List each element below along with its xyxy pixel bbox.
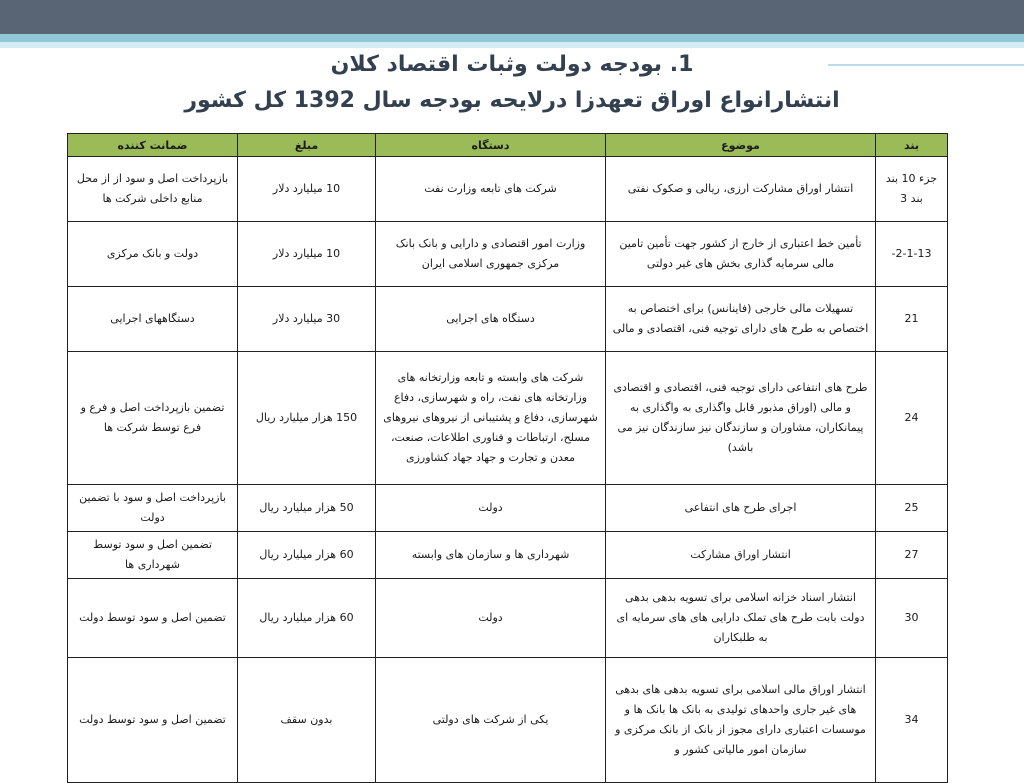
cell-amount: 30 میلیارد دلار <box>238 287 376 352</box>
cell-subject: انتشار اوراق مالی اسلامی برای تسویه بدهی های بدهی های غیر جاری واحدهای تولیدی به بانک ها بانک ها و موسسات اعتباری دارای مجوز از بانک از بانک مرکزی و سازمان امور مالیاتی کشور و <box>606 658 876 783</box>
cell-subject: طرح های انتفاعی دارای توجیه فنی، اقتصادی و اقتصادی و مالی (اوراق مذبور قابل واگذاری به واگذاری به پیمانکاران، مشاوران و سازندگان نیز سازندگان نیز می باشد) <box>606 352 876 485</box>
cell-device: دستگاه های اجرایی <box>376 287 606 352</box>
cell-device: دولت <box>376 579 606 658</box>
slide-accent-band <box>0 34 1024 42</box>
cell-amount: 60 هزار میلیارد ریال <box>238 579 376 658</box>
cell-amount: بدون سقف <box>238 658 376 783</box>
cell-amount: 10 میلیارد دلار <box>238 222 376 287</box>
cell-band: 30 <box>876 579 948 658</box>
table-row <box>68 532 948 579</box>
table-row <box>68 287 948 352</box>
cell-subject: تسهیلات مالی خارجی (فاینانس) برای اختصاص به اختصاص به طرح های دارای توجیه فنی، اقتصادی و مالی <box>606 287 876 352</box>
cell-guarantor: تضمین بازپرداخت اصل و فرع و فرع توسط شرکت ها <box>68 352 238 485</box>
cell-guarantor: تضمین اصل و سود توسط شهرداری ها <box>68 532 238 579</box>
cell-guarantor: بازپرداخت اصل و سود با تضمین دولت <box>68 485 238 532</box>
slide-subtitle: انتشارانواع اوراق تعهدزا درلایحه بودجه سال 1392 کل کشور <box>184 88 840 113</box>
header-amount: مبلغ <box>238 134 376 157</box>
slide-accent-band-light <box>0 42 1024 48</box>
table-row <box>68 222 948 287</box>
table-row <box>68 352 948 485</box>
cell-band: جزء 10 بند بند 3 <box>876 157 948 222</box>
cell-subject: اجرای طرح های انتفاعی <box>606 485 876 532</box>
slide-header-band <box>0 0 1024 34</box>
cell-amount: 150 هزار میلیارد ریال <box>238 352 376 485</box>
header-band: بند <box>876 134 948 157</box>
cell-device: شرکت های تابعه وزارت نفت <box>376 157 606 222</box>
cell-subject: تأمین خط اعتباری از خارج از کشور جهت تأمین تامین مالی سرمایه گذاری بخش های غیر دولتی <box>606 222 876 287</box>
cell-amount: 60 هزار میلیارد ریال <box>238 532 376 579</box>
cell-band: 27 <box>876 532 948 579</box>
cell-guarantor: دستگاههای اجرایی <box>68 287 238 352</box>
cell-band: 34 <box>876 658 948 783</box>
cell-amount: 10 میلیارد دلار <box>238 157 376 222</box>
cell-subject: انتشار اوراق مشارکت ارزی، ریالی و صکوک نفتی <box>606 157 876 222</box>
table-header-row <box>68 134 948 157</box>
table-row <box>68 658 948 783</box>
budget-securities-table <box>67 133 948 783</box>
table-row <box>68 579 948 658</box>
cell-device: وزارت امور اقتصادی و دارایی و بانک بانک مرکزی جمهوری اسلامی ایران <box>376 222 606 287</box>
cell-guarantor: تضمین اصل و سود توسط دولت <box>68 658 238 783</box>
cell-band: 21 <box>876 287 948 352</box>
header-subject: موضوع <box>606 134 876 157</box>
cell-band: 2-1-13- <box>876 222 948 287</box>
cell-device: شهرداری ها و سازمان های وابسته <box>376 532 606 579</box>
table-row <box>68 157 948 222</box>
slide-title: 1. بودجه دولت وثبات اقتصاد کلان <box>330 52 694 77</box>
cell-guarantor: دولت و بانک مرکزی <box>68 222 238 287</box>
cell-subject: انتشار اوراق مشارکت <box>606 532 876 579</box>
cell-guarantor: تضمین اصل و سود توسط دولت <box>68 579 238 658</box>
table-row <box>68 485 948 532</box>
header-device: دستگاه <box>376 134 606 157</box>
cell-band: 24 <box>876 352 948 485</box>
cell-device: شرکت های وابسته و تابعه وزارتخانه های وزارتخانه های نفت، راه و شهرسازی، دفاع شهرسازی، دفاع و پشتیبانی از نیروهای نیروهای مسلح، ارتباطات و فناوری اطلاعات، صنعت، معدن و تجارت و جهاد جهاد کشاورزی <box>376 352 606 485</box>
cell-subject: انتشار اسناد خزانه اسلامی برای تسویه بدهی بدهی دولت بابت طرح های تملک دارایی های های سرمایه ای به طلبکاران <box>606 579 876 658</box>
cell-guarantor: بازپرداخت اصل و سود از از محل منابع داخلی شرکت ها <box>68 157 238 222</box>
cell-device: یکی از شرکت های دولتی <box>376 658 606 783</box>
cell-amount: 50 هزار میلیارد ریال <box>238 485 376 532</box>
cell-band: 25 <box>876 485 948 532</box>
header-guarantor: ضمانت کننده <box>68 134 238 157</box>
cell-device: دولت <box>376 485 606 532</box>
